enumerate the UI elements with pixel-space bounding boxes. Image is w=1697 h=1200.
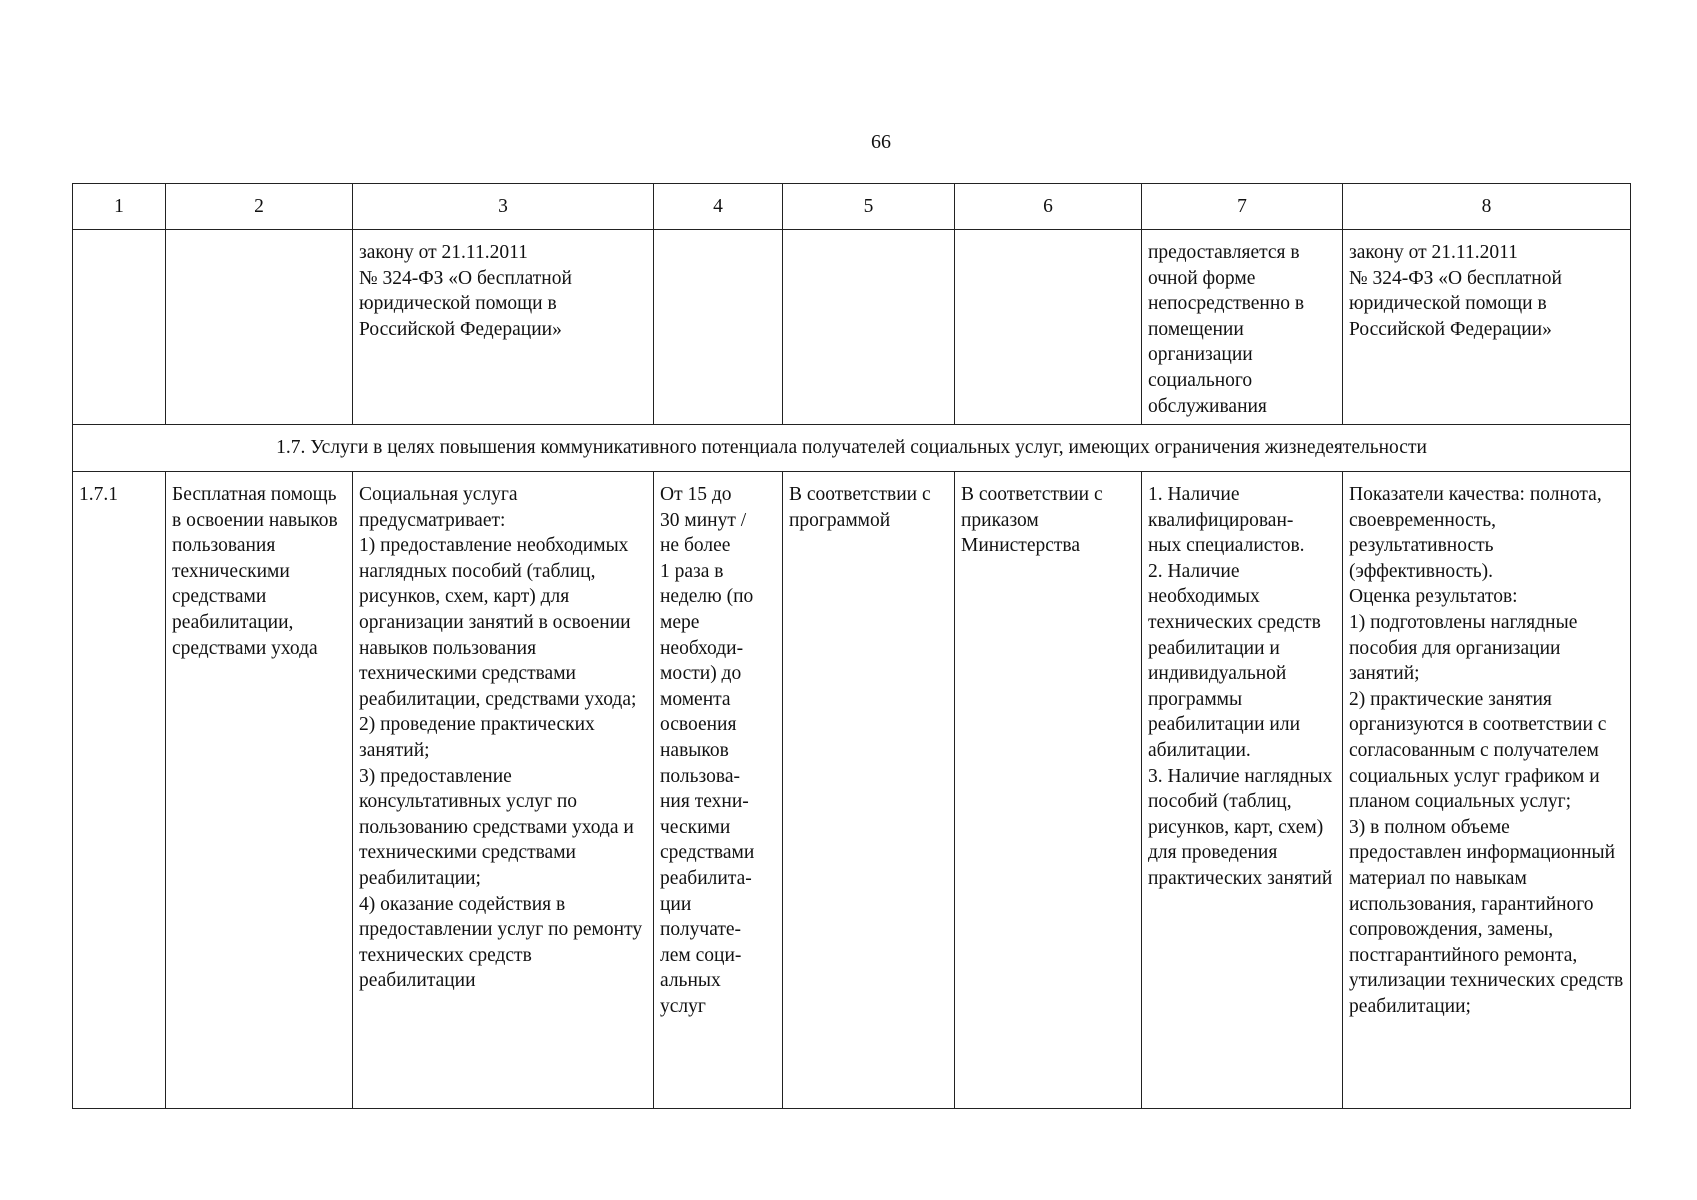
page-number: 66 <box>871 131 891 153</box>
column-header-5: 5 <box>783 184 955 230</box>
service-tariff-cell: В соответствии с приказом Министерства <box>955 472 1142 1109</box>
column-header-1: 1 <box>73 184 166 230</box>
table-cell <box>73 230 166 425</box>
service-quality-cell: Показатели качества: полнота, своевременность, результативность (эффективность). Оценка результатов: 1) подготовлены наглядные пособия для организации занятий; 2) практические занятия организуются в соответствии с согласованным с получателем социальных услуг графиком и планом социальных услуг; 3) в полном объеме предоставлен информационный материал по навыкам использования, гарантийного сопровождения, замены, постгарантийного ремонта, утилизации технических средств реабилитации; <box>1343 472 1631 1109</box>
column-header-8: 8 <box>1343 184 1631 230</box>
delivery-form-cell: предоставляется в очной форме непосредственно в помещении организации социального обслуживания <box>1142 230 1343 425</box>
table-cell <box>783 230 955 425</box>
table-cell <box>955 230 1142 425</box>
column-header-3: 3 <box>353 184 654 230</box>
continuation-row <box>73 230 1631 425</box>
table-cell <box>654 230 783 425</box>
column-header-6: 6 <box>955 184 1142 230</box>
section-heading-row <box>73 425 1631 472</box>
service-number-cell: 1.7.1 <box>73 472 166 1109</box>
service-description-cell: Социальная услуга предусматривает: 1) предоставление необходимых наглядных пособий (таблиц, рисунков, схем, карт) для организации занятий в освоении навыков пользования техническими средствами реабилитации, средствами ухода; 2) проведение практических занятий; 3) предоставление консультативных услуг по пользованию средствами ухода и техническими средствами реабилитации; 4) оказание содействия в предоставлении услуг по ремонту технических средств реабилитации <box>353 472 654 1109</box>
service-duration-cell: От 15 до 30 минут / не более 1 раза в неделю (по мере необходи- мости) до момента освоения навыков пользова- ния техни- ческими средствами реабилита- ции получате- лем соци- альных услуг <box>654 472 783 1109</box>
section-heading: 1.7. Услуги в целях повышения коммуникативного потенциала получателей социальных услуг, имеющих ограничения жизнедеятельности <box>73 425 1631 472</box>
column-header-4: 4 <box>654 184 783 230</box>
service-row <box>73 472 1631 1109</box>
services-table <box>72 183 1631 1109</box>
law-reference-cell: закону от 21.11.2011 № 324-ФЗ «О бесплатной юридической помощи в Российской Федерации» <box>1343 230 1631 425</box>
service-conditions-cell: 1. Наличие квалифицирован- ных специалистов. 2. Наличие необходимых технических средств реабилитации и индивидуальной программы реабилитации или абилитации. 3. Наличие наглядных пособий (таблиц, рисунков, карт, схем) для проведения практических занятий <box>1142 472 1343 1109</box>
service-name-cell: Бесплатная помощь в освоении навыков пользования техническими средствами реабилитации, средствами ухода <box>166 472 353 1109</box>
column-header-7: 7 <box>1142 184 1343 230</box>
law-reference-cell: закону от 21.11.2011 № 324-ФЗ «О бесплатной юридической помощи в Российской Федерации» <box>353 230 654 425</box>
column-header-row <box>73 184 1631 230</box>
table-cell <box>166 230 353 425</box>
service-volume-cell: В соответствии с программой <box>783 472 955 1109</box>
column-header-2: 2 <box>166 184 353 230</box>
